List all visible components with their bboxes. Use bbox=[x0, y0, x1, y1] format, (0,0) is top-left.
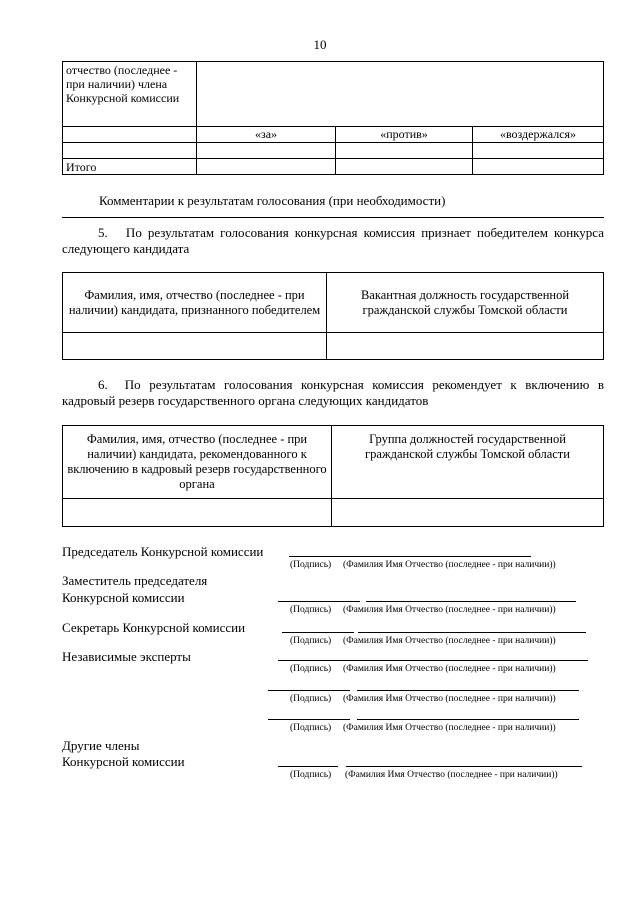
voting-table-empty-cell bbox=[336, 159, 473, 175]
expert-3-name-line bbox=[357, 719, 579, 720]
section-6-text: 6. По результатам голосования конкурсная комиссия рекомендует к включению в кадровый резерв государственного органа следующих кандидатов bbox=[62, 377, 604, 408]
full-name-hint: (Фамилия Имя Отчество (последнее - при наличии)) bbox=[345, 770, 558, 780]
signature-hint: (Подпись) bbox=[290, 605, 332, 615]
voting-table-empty-cell bbox=[63, 127, 197, 143]
reserve-col-header-name: Фамилия, имя, отчество (последнее - при наличии) кандидата, рекомендованного к включению в кадровый резерв государственного органа bbox=[63, 426, 332, 499]
others-signature-line bbox=[278, 766, 338, 767]
deputy-signature-line bbox=[278, 601, 360, 602]
secretary-label: Секретарь Конкурсной комиссии bbox=[62, 620, 246, 635]
full-name-hint: (Фамилия Имя Отчество (последнее - при наличии)) bbox=[343, 560, 556, 570]
winner-table bbox=[62, 272, 604, 360]
signature-hint: (Подпись) bbox=[290, 636, 332, 646]
member-name-label: отчество (последнее - при наличии) члена Конкурсной комиссии bbox=[63, 62, 197, 127]
winner-table-empty-cell bbox=[63, 333, 327, 360]
full-name-hint: (Фамилия Имя Отчество (последнее - при наличии)) bbox=[343, 664, 556, 674]
vote-header-against: «против» bbox=[336, 127, 473, 143]
vote-header-abstained: «воздержался» bbox=[473, 127, 604, 143]
comments-label: Комментарии к результатам голосования (при необходимости) bbox=[99, 193, 446, 208]
reserve-table-empty-cell bbox=[332, 499, 604, 527]
reserve-table-empty-cell bbox=[63, 499, 332, 527]
page-number: 10 bbox=[313, 37, 327, 52]
vote-header-for: «за» bbox=[197, 127, 336, 143]
expert-2-signature-line bbox=[268, 690, 350, 691]
reserve-col-header-group: Группа должностей государственной гражданской службы Томской области bbox=[332, 426, 604, 499]
signature-hint: (Подпись) bbox=[290, 723, 332, 733]
signature-hint: (Подпись) bbox=[290, 560, 332, 570]
expert-2-name-line bbox=[357, 690, 579, 691]
comments-line bbox=[62, 217, 604, 218]
full-name-hint: (Фамилия Имя Отчество (последнее - при наличии)) bbox=[343, 723, 556, 733]
full-name-hint: (Фамилия Имя Отчество (последнее - при наличии)) bbox=[343, 694, 556, 704]
deputy-label-line2: Конкурсной комиссии bbox=[62, 590, 185, 605]
signature-hint: (Подпись) bbox=[290, 664, 332, 674]
voting-table-empty-cell bbox=[197, 62, 604, 127]
deputy-name-line bbox=[366, 601, 576, 602]
expert-3-signature-line bbox=[268, 719, 350, 720]
voting-table-empty-cell bbox=[197, 143, 336, 159]
others-name-line bbox=[346, 766, 582, 767]
section-5-text: 5. По результатам голосования конкурсная комиссия признает победителем конкурса следующего кандидата bbox=[62, 225, 604, 256]
chairman-label: Председатель Конкурсной комиссии bbox=[62, 544, 264, 559]
expert-1-signature-line bbox=[278, 660, 588, 661]
winner-col-header-name: Фамилия, имя, отчество (последнее - при наличии) кандидата, признанного победителем bbox=[63, 273, 327, 333]
voting-table-empty-cell bbox=[473, 159, 604, 175]
deputy-label-line1: Заместитель председателя bbox=[62, 573, 208, 588]
winner-col-header-position: Вакантная должность государственной гражданской службы Томской области bbox=[327, 273, 604, 333]
reserve-table bbox=[62, 425, 604, 527]
voting-table-empty-cell bbox=[63, 143, 197, 159]
voting-table-empty-cell bbox=[473, 143, 604, 159]
full-name-hint: (Фамилия Имя Отчество (последнее - при наличии)) bbox=[343, 636, 556, 646]
full-name-hint: (Фамилия Имя Отчество (последнее - при наличии)) bbox=[343, 605, 556, 615]
voting-table-empty-cell bbox=[336, 143, 473, 159]
total-label: Итого bbox=[63, 159, 197, 175]
secretary-name-line bbox=[358, 632, 586, 633]
others-label-line2: Конкурсной комиссии bbox=[62, 754, 185, 769]
experts-label: Независимые эксперты bbox=[62, 649, 191, 664]
others-label-line1: Другие члены bbox=[62, 738, 140, 753]
voting-table-empty-cell bbox=[197, 159, 336, 175]
secretary-signature-line bbox=[282, 632, 354, 633]
signature-hint: (Подпись) bbox=[290, 770, 332, 780]
chairman-signature-line bbox=[289, 556, 531, 557]
voting-table bbox=[62, 61, 604, 175]
winner-table-empty-cell bbox=[327, 333, 604, 360]
signature-hint: (Подпись) bbox=[290, 694, 332, 704]
